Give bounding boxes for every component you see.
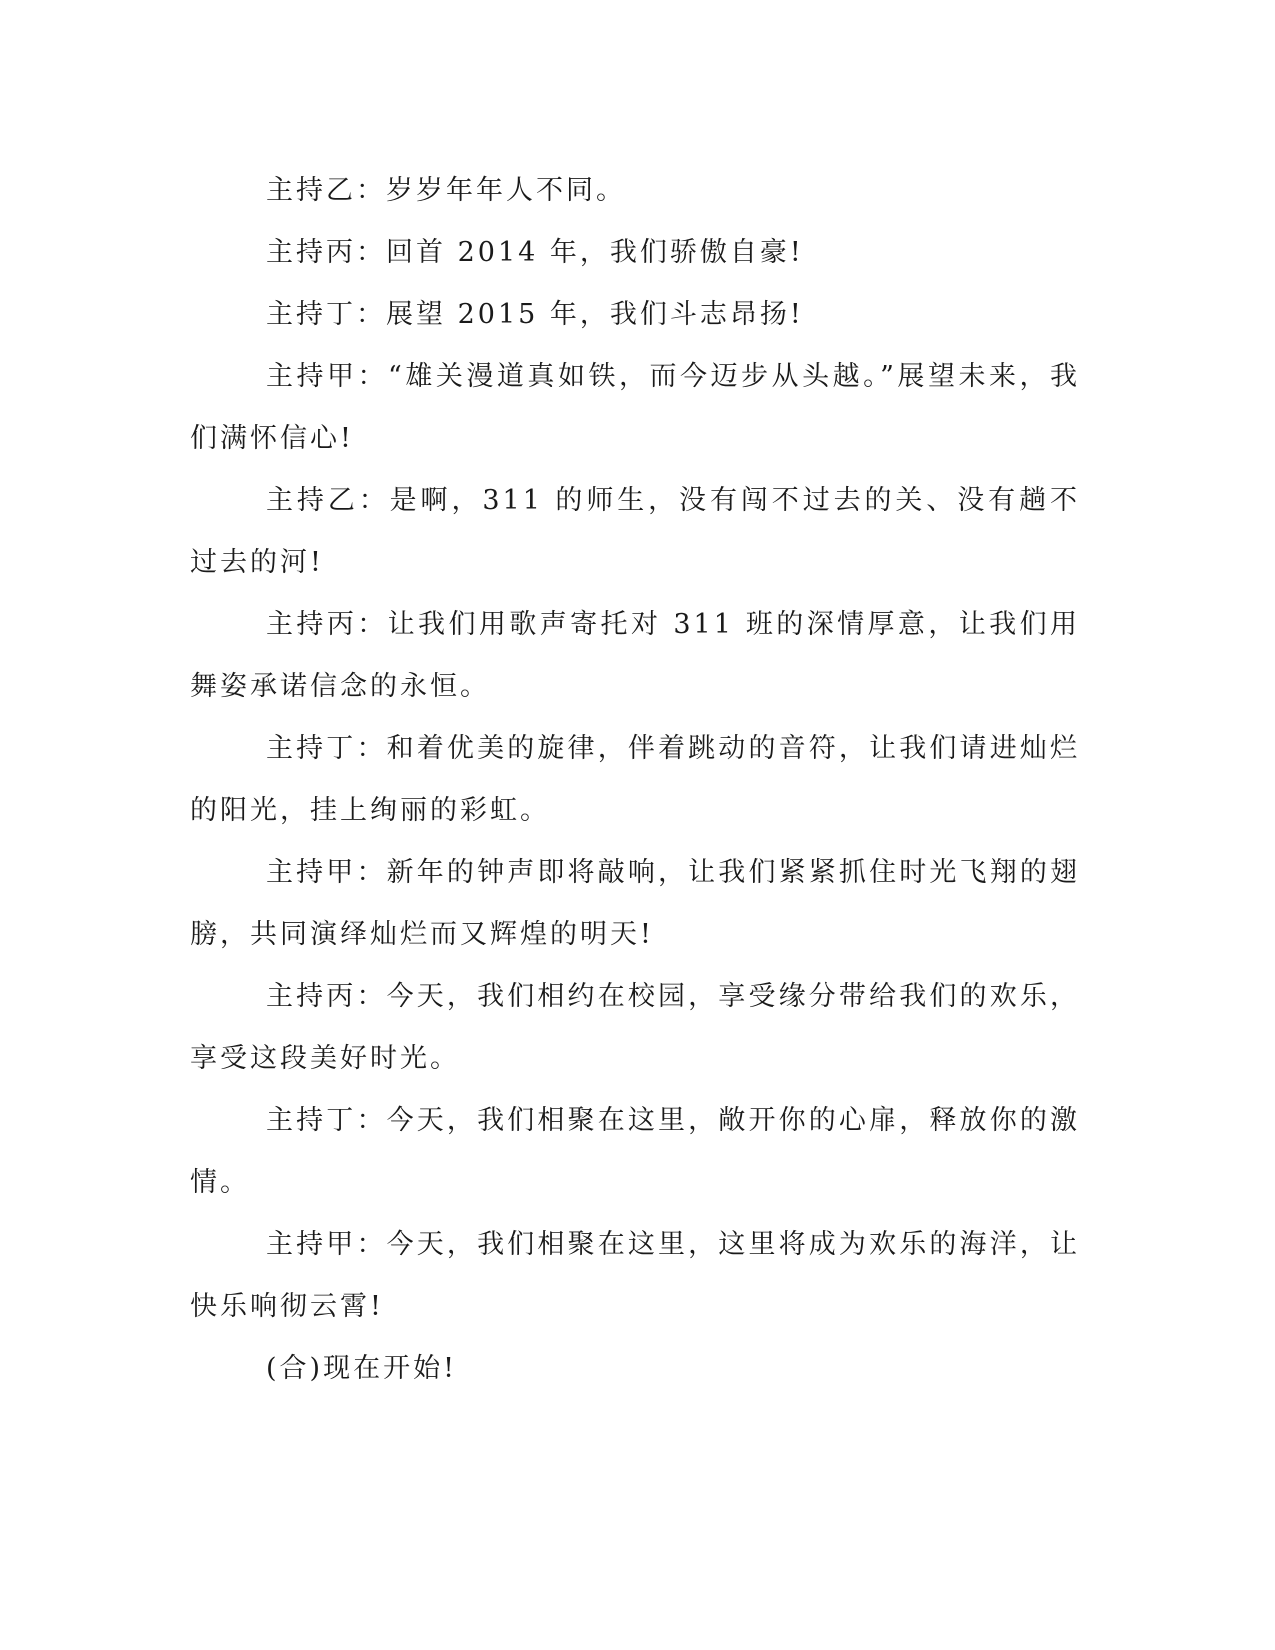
- document-body: [190, 160, 1080, 1400]
- paragraph-host-bing-1: 主持丙：回首 2014 年，我们骄傲自豪!: [266, 237, 804, 268]
- paragraph-host-yi-1: 主持乙：岁岁年年人不同。: [266, 175, 626, 206]
- paragraph-host-yi-2: 主持乙：是啊，311 的师生，没有闯不过去的关、没有趟不过去的河!: [190, 485, 1080, 578]
- paragraph-host-ding-2: 主持丁：和着优美的旋律，伴着跳动的音符，让我们请进灿烂的阳光，挂上绚丽的彩虹。: [190, 733, 1080, 826]
- paragraph-host-jia-3: 主持甲：今天，我们相聚在这里，这里将成为欢乐的海洋，让快乐响彻云霄!: [190, 1229, 1080, 1322]
- paragraph-host-bing-3: 主持丙：今天，我们相约在校园，享受缘分带给我们的欢乐，享受这段美好时光。: [190, 981, 1080, 1074]
- paragraph-host-jia-1: 主持甲：“雄关漫道真如铁，而今迈步从头越。”展望未来，我们满怀信心!: [190, 361, 1080, 454]
- paragraph-host-ding-1: 主持丁：展望 2015 年，我们斗志昂扬!: [266, 299, 804, 330]
- paragraph-host-ding-3: 主持丁：今天，我们相聚在这里，敞开你的心扉，释放你的激情。: [190, 1105, 1080, 1198]
- paragraph-host-jia-2: 主持甲：新年的钟声即将敲响，让我们紧紧抓住时光飞翔的翅膀，共同演绎灿烂而又辉煌的明天!: [190, 857, 1080, 950]
- paragraph-host-bing-2: 主持丙：让我们用歌声寄托对 311 班的深情厚意，让我们用舞姿承诺信念的永恒。: [190, 609, 1080, 702]
- paragraph-all-together: (合)现在开始!: [266, 1353, 457, 1384]
